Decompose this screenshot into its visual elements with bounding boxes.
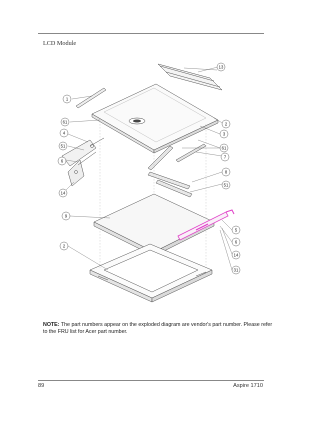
note: [43, 322, 273, 337]
section-title: LCD Module: [43, 40, 77, 47]
svg-text:2: 2: [224, 121, 228, 127]
svg-text:13: 13: [218, 64, 224, 70]
svg-text:1: 1: [65, 96, 69, 102]
svg-text:7: 7: [223, 154, 227, 160]
note-label: NOTE:: [43, 322, 60, 328]
callout-3: [220, 130, 228, 138]
callout-6-right: [232, 238, 240, 246]
svg-text:6: 6: [234, 239, 238, 245]
callout-8: [222, 168, 230, 176]
callout-61-right: [220, 144, 228, 152]
svg-text:51: 51: [60, 143, 66, 149]
left-hinge-assembly: [62, 138, 104, 186]
callout-6-left: [58, 157, 66, 165]
cable-strip: [76, 88, 106, 108]
product-name: Aspire 1710: [233, 383, 263, 389]
callout-9: [62, 212, 70, 220]
lcd-back-cover: [92, 84, 218, 153]
svg-text:14: 14: [233, 252, 239, 258]
callout-1: [63, 95, 71, 103]
lcd-bezel: [90, 244, 212, 302]
callout-14-right: [232, 251, 240, 259]
svg-text:61: 61: [62, 119, 68, 125]
hinge-cover-bar: [158, 64, 222, 90]
callout-2-top: [222, 120, 230, 128]
svg-text:61: 61: [221, 145, 227, 151]
svg-text:8: 8: [224, 169, 228, 175]
svg-text:3: 3: [222, 131, 226, 137]
svg-text:6: 6: [60, 158, 64, 164]
callout-51-right: [222, 181, 230, 189]
svg-text:5: 5: [234, 227, 238, 233]
callout-4: [60, 129, 68, 137]
callout-5: [232, 226, 240, 234]
svg-text:9: 9: [64, 213, 68, 219]
page-number: 89: [38, 383, 45, 389]
callout-14-left: [59, 189, 67, 197]
svg-text:51: 51: [223, 182, 229, 188]
callout-13: [217, 63, 225, 71]
svg-text:31: 31: [233, 267, 239, 273]
callout-31: [232, 266, 240, 274]
callout-7: [221, 153, 229, 161]
footer-rule: [38, 380, 264, 381]
callout-61-left: [61, 118, 69, 126]
svg-text:14: 14: [60, 190, 66, 196]
note-text: The part numbers appear on the exploded diagram are vendor's part number. Please refer to the FRU list for Acer part number.: [43, 322, 273, 336]
svg-text:2: 2: [62, 243, 66, 249]
callout-51-left: [59, 142, 67, 150]
svg-text:4: 4: [62, 130, 66, 136]
callout-2-bottom: [60, 242, 68, 250]
